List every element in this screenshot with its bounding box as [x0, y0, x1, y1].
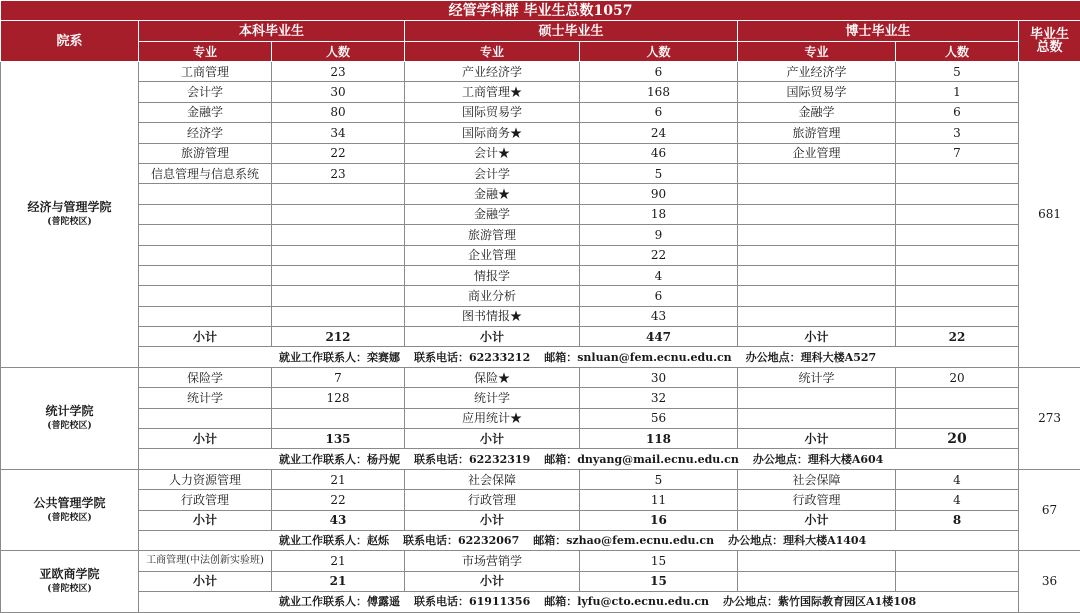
- cell-master-major: 会计学: [405, 163, 580, 183]
- contact-row: [1, 347, 1080, 367]
- contact-person: 就业工作联系人：傅露遥: [279, 595, 400, 608]
- contact-info: [139, 530, 1019, 550]
- table-row: [1, 469, 1080, 489]
- cell-master-count: 22: [580, 245, 738, 265]
- cell-bachelor-count: 22: [272, 143, 405, 163]
- header-total-line2: 总数: [1037, 40, 1063, 55]
- cell-doctor-count: [896, 184, 1019, 204]
- cell-bachelor-count: [272, 245, 405, 265]
- cell-doctor-count: [896, 225, 1019, 245]
- contact-office: 办公地点：理科大楼A1404: [728, 534, 866, 547]
- table-row: [1, 490, 1080, 510]
- header-dept: 院系: [1, 21, 139, 62]
- cell-bachelor-major: 经济学: [139, 123, 272, 143]
- contact-email: 邮箱：snluan@fem.ecnu.edu.cn: [544, 351, 731, 364]
- subtotal-doctor-major: 小计: [738, 510, 896, 530]
- subtotal-doctor-count: 8: [896, 510, 1019, 530]
- cell-bachelor-major: [139, 286, 272, 306]
- table-row: [1, 367, 1080, 387]
- cell-doctor-count: [896, 286, 1019, 306]
- cell-bachelor-major: [139, 204, 272, 224]
- cell-master-major: 情报学: [405, 265, 580, 285]
- cell-master-count: 43: [580, 306, 738, 326]
- cell-master-major: 图书情报★: [405, 306, 580, 326]
- cell-doctor-count: 4: [896, 490, 1019, 510]
- subtotal-doctor-major: [738, 571, 896, 591]
- table-row: [1, 245, 1080, 265]
- contact-office: 办公地点：紫竹国际教育园区A1楼108: [723, 595, 916, 608]
- cell-master-count: 24: [580, 123, 738, 143]
- cell-master-count: 4: [580, 265, 738, 285]
- cell-bachelor-major: 统计学: [139, 388, 272, 408]
- college-total: 681: [1019, 62, 1080, 368]
- subtotal-row: [1, 571, 1080, 591]
- cell-bachelor-major: 旅游管理: [139, 143, 272, 163]
- cell-bachelor-count: 23: [272, 62, 405, 82]
- cell-doctor-major: [738, 225, 896, 245]
- cell-bachelor-major: 工商管理(中法创新实验班): [139, 551, 272, 571]
- college-campus: (普陀校区): [1, 218, 138, 227]
- cell-master-count: 5: [580, 469, 738, 489]
- cell-bachelor-major: 信息管理与信息系统: [139, 163, 272, 183]
- table-row: [1, 163, 1080, 183]
- cell-doctor-major: [738, 245, 896, 265]
- cell-master-major: 商业分析: [405, 286, 580, 306]
- header-bachelor-count: 人数: [272, 42, 405, 62]
- contact-email: 邮箱：dnyang@mail.ecnu.edu.cn: [544, 453, 739, 466]
- header-master-count: 人数: [580, 42, 738, 62]
- table-row: [1, 82, 1080, 102]
- contact-office: 办公地点：理科大楼A604: [753, 453, 884, 466]
- subtotal-doctor-count: 22: [896, 327, 1019, 347]
- table-title: 经管学科群 毕业生总数1057: [1, 1, 1080, 21]
- cell-bachelor-count: [272, 408, 405, 428]
- cell-master-count: 15: [580, 551, 738, 571]
- cell-doctor-major: [738, 265, 896, 285]
- cell-doctor-major: 金融学: [738, 102, 896, 122]
- cell-doctor-major: [738, 388, 896, 408]
- cell-master-major: 工商管理★: [405, 82, 580, 102]
- table-row: [1, 225, 1080, 245]
- subtotal-bachelor-count: 21: [272, 571, 405, 591]
- contact-info: [139, 449, 1019, 469]
- header-bachelor-major: 专业: [139, 42, 272, 62]
- cell-doctor-count: 7: [896, 143, 1019, 163]
- cell-bachelor-count: [272, 306, 405, 326]
- cell-master-count: 56: [580, 408, 738, 428]
- cell-master-count: 168: [580, 82, 738, 102]
- cell-bachelor-major: 工商管理: [139, 62, 272, 82]
- cell-doctor-major: 旅游管理: [738, 123, 896, 143]
- subtotal-master-count: 447: [580, 327, 738, 347]
- contact-info: [139, 592, 1019, 612]
- college-name-cell: [1, 469, 139, 551]
- contact-row: [1, 592, 1080, 612]
- subtotal-master-major: 小计: [405, 429, 580, 449]
- cell-bachelor-count: [272, 184, 405, 204]
- contact-phone: 联系电话：62232319: [414, 453, 530, 466]
- table-row: [1, 306, 1080, 326]
- cell-master-count: 6: [580, 102, 738, 122]
- contact-phone: 联系电话：62233212: [414, 351, 530, 364]
- cell-doctor-major: [738, 163, 896, 183]
- table-row: [1, 204, 1080, 224]
- contact-office: 办公地点：理科大楼A527: [746, 351, 877, 364]
- table-row: [1, 102, 1080, 122]
- cell-bachelor-count: [272, 225, 405, 245]
- cell-master-major: 市场营销学: [405, 551, 580, 571]
- cell-doctor-major: [738, 306, 896, 326]
- subtotal-bachelor-count: 135: [272, 429, 405, 449]
- header-row-levels: [1, 21, 1080, 42]
- header-row-fields: [1, 42, 1080, 62]
- cell-doctor-major: 社会保障: [738, 469, 896, 489]
- cell-doctor-major: [738, 204, 896, 224]
- cell-doctor-major: [738, 408, 896, 428]
- contact-email: 邮箱：lyfu@cto.ecnu.edu.cn: [544, 595, 709, 608]
- cell-master-major: 产业经济学: [405, 62, 580, 82]
- cell-bachelor-major: [139, 245, 272, 265]
- header-bachelor: 本科毕业生: [139, 21, 405, 42]
- header-total-line1: 毕业生: [1030, 27, 1069, 42]
- college-name: 公共管理学院: [1, 497, 138, 509]
- cell-doctor-count: 1: [896, 82, 1019, 102]
- subtotal-row: [1, 327, 1080, 347]
- cell-doctor-major: 产业经济学: [738, 62, 896, 82]
- subtotal-bachelor-major: 小计: [139, 429, 272, 449]
- subtotal-master-major: 小计: [405, 571, 580, 591]
- cell-bachelor-count: [272, 204, 405, 224]
- cell-doctor-count: [896, 245, 1019, 265]
- subtotal-master-major: 小计: [405, 327, 580, 347]
- cell-bachelor-major: [139, 184, 272, 204]
- subtotal-doctor-count: [896, 571, 1019, 591]
- college-campus: (普陀校区): [1, 585, 138, 594]
- table-row: [1, 62, 1080, 82]
- table-body: [1, 1, 1080, 613]
- cell-master-major: 会计★: [405, 143, 580, 163]
- cell-bachelor-count: [272, 286, 405, 306]
- cell-master-major: 金融★: [405, 184, 580, 204]
- contact-row: [1, 530, 1080, 550]
- cell-bachelor-major: [139, 408, 272, 428]
- cell-doctor-count: [896, 163, 1019, 183]
- cell-bachelor-major: 金融学: [139, 102, 272, 122]
- subtotal-master-count: 15: [580, 571, 738, 591]
- header-doctor: 博士毕业生: [738, 21, 1019, 42]
- cell-doctor-count: [896, 204, 1019, 224]
- cell-master-major: 社会保障: [405, 469, 580, 489]
- table-row: [1, 265, 1080, 285]
- cell-master-major: 旅游管理: [405, 225, 580, 245]
- table-row: [1, 123, 1080, 143]
- cell-doctor-count: 4: [896, 469, 1019, 489]
- table-row: [1, 388, 1080, 408]
- cell-bachelor-major: [139, 306, 272, 326]
- cell-bachelor-count: 128: [272, 388, 405, 408]
- college-campus: (普陀校区): [1, 514, 138, 523]
- subtotal-master-major: 小计: [405, 510, 580, 530]
- college-total: 36: [1019, 551, 1080, 612]
- cell-master-major: 行政管理: [405, 490, 580, 510]
- header-doctor-major: 专业: [738, 42, 896, 62]
- cell-master-count: 30: [580, 367, 738, 387]
- title-row: [1, 1, 1080, 21]
- cell-doctor-major: [738, 286, 896, 306]
- cell-doctor-count: 20: [896, 367, 1019, 387]
- college-total: 67: [1019, 469, 1080, 551]
- subtotal-bachelor-major: 小计: [139, 571, 272, 591]
- cell-bachelor-count: 7: [272, 367, 405, 387]
- cell-master-count: 11: [580, 490, 738, 510]
- cell-bachelor-count: 21: [272, 551, 405, 571]
- cell-master-count: 5: [580, 163, 738, 183]
- cell-master-major: 企业管理: [405, 245, 580, 265]
- contact-person: 就业工作联系人：栾赛娜: [279, 351, 400, 364]
- table-row: [1, 286, 1080, 306]
- cell-doctor-count: 3: [896, 123, 1019, 143]
- subtotal-bachelor-count: 212: [272, 327, 405, 347]
- cell-master-major: 保险★: [405, 367, 580, 387]
- table-row: [1, 143, 1080, 163]
- contact-person: 就业工作联系人：杨丹妮: [279, 453, 400, 466]
- cell-bachelor-count: 30: [272, 82, 405, 102]
- cell-doctor-count: 5: [896, 62, 1019, 82]
- cell-bachelor-major: [139, 225, 272, 245]
- subtotal-row: [1, 510, 1080, 530]
- cell-doctor-count: [896, 306, 1019, 326]
- college-name: 亚欧商学院: [1, 568, 138, 580]
- cell-master-count: 32: [580, 388, 738, 408]
- cell-doctor-count: [896, 408, 1019, 428]
- subtotal-row: [1, 429, 1080, 449]
- cell-doctor-major: 统计学: [738, 367, 896, 387]
- table-row: [1, 408, 1080, 428]
- cell-master-major: 国际贸易学: [405, 102, 580, 122]
- subtotal-bachelor-major: 小计: [139, 327, 272, 347]
- college-name: 统计学院: [1, 405, 138, 417]
- cell-bachelor-major: 会计学: [139, 82, 272, 102]
- subtotal-doctor-major: 小计: [738, 429, 896, 449]
- cell-bachelor-major: 人力资源管理: [139, 469, 272, 489]
- contact-info: [139, 347, 1019, 367]
- cell-bachelor-major: [139, 265, 272, 285]
- cell-doctor-count: [896, 265, 1019, 285]
- college-total: 273: [1019, 367, 1080, 469]
- cell-bachelor-major: 保险学: [139, 367, 272, 387]
- cell-master-count: 6: [580, 62, 738, 82]
- college-name-cell: [1, 551, 139, 612]
- contact-person: 就业工作联系人：赵烁: [279, 534, 389, 547]
- cell-bachelor-count: 80: [272, 102, 405, 122]
- cell-master-count: 90: [580, 184, 738, 204]
- cell-master-major: 金融学: [405, 204, 580, 224]
- cell-doctor-major: [738, 184, 896, 204]
- table-row: [1, 551, 1080, 571]
- subtotal-bachelor-major: 小计: [139, 510, 272, 530]
- cell-bachelor-count: 22: [272, 490, 405, 510]
- header-master-major: 专业: [405, 42, 580, 62]
- contact-phone: 联系电话：61911356: [414, 595, 530, 608]
- college-name-cell: [1, 367, 139, 469]
- cell-doctor-count: [896, 551, 1019, 571]
- cell-master-major: 应用统计★: [405, 408, 580, 428]
- contact-row: [1, 449, 1080, 469]
- header-master: 硕士毕业生: [405, 21, 738, 42]
- contact-email: 邮箱：szhao@fem.ecnu.edu.cn: [533, 534, 714, 547]
- cell-master-major: 统计学: [405, 388, 580, 408]
- cell-bachelor-count: [272, 265, 405, 285]
- cell-doctor-count: 6: [896, 102, 1019, 122]
- college-name-cell: [1, 62, 139, 368]
- table-row: [1, 184, 1080, 204]
- cell-doctor-major: 行政管理: [738, 490, 896, 510]
- subtotal-master-count: 16: [580, 510, 738, 530]
- cell-doctor-major: 国际贸易学: [738, 82, 896, 102]
- contact-phone: 联系电话：62232067: [403, 534, 519, 547]
- cell-bachelor-count: 23: [272, 163, 405, 183]
- cell-doctor-major: [738, 551, 896, 571]
- subtotal-master-count: 118: [580, 429, 738, 449]
- college-name: 经济与管理学院: [1, 201, 138, 213]
- cell-doctor-count: [896, 388, 1019, 408]
- cell-bachelor-major: 行政管理: [139, 490, 272, 510]
- subtotal-bachelor-count: 43: [272, 510, 405, 530]
- header-doctor-count: 人数: [896, 42, 1019, 62]
- cell-doctor-major: 企业管理: [738, 143, 896, 163]
- cell-master-count: 18: [580, 204, 738, 224]
- cell-master-count: 46: [580, 143, 738, 163]
- cell-bachelor-count: 21: [272, 469, 405, 489]
- cell-bachelor-count: 34: [272, 123, 405, 143]
- cell-master-major: 国际商务★: [405, 123, 580, 143]
- subtotal-doctor-major: 小计: [738, 327, 896, 347]
- header-total: [1019, 21, 1080, 62]
- college-campus: (普陀校区): [1, 422, 138, 431]
- cell-master-count: 9: [580, 225, 738, 245]
- subtotal-doctor-count: 20: [896, 429, 1019, 449]
- cell-master-count: 6: [580, 286, 738, 306]
